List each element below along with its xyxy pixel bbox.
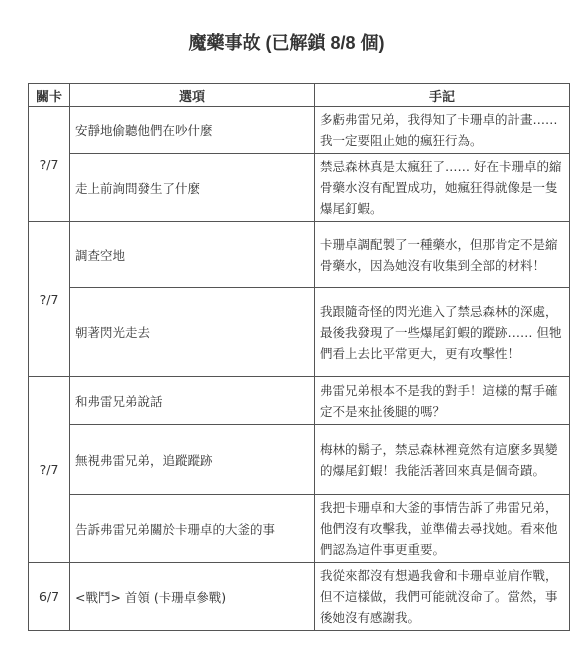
table-row [29, 107, 570, 154]
choice-cell: 安靜地偷聽他們在吵什麼 [70, 107, 315, 154]
choice-cell: <戰鬥> 首領 (卡珊卓參戰) [70, 563, 315, 631]
stage-cell: ?/7 [29, 107, 70, 222]
table-header-row [29, 84, 570, 107]
choices-table [28, 83, 570, 631]
header-stage: 關卡 [29, 84, 70, 107]
note-cell: 禁忌森林真是太瘋狂了…… 好在卡珊卓的縮骨藥水沒有配置成功，她瘋狂得就像是一隻爆尾釘蝦。 [315, 154, 570, 222]
stage-cell: ?/7 [29, 377, 70, 563]
note-cell: 梅林的鬍子，禁忌森林裡竟然有這麼多異變的爆尾釘蝦！我能活著回來真是個奇蹟。 [315, 425, 570, 495]
table-row [29, 425, 570, 495]
table-row [29, 563, 570, 631]
table-row [29, 154, 570, 222]
table-row [29, 288, 570, 377]
choice-cell: 走上前詢問發生了什麼 [70, 154, 315, 222]
stage-cell: ?/7 [29, 222, 70, 377]
header-choice: 選項 [70, 84, 315, 107]
choice-cell: 調查空地 [70, 222, 315, 288]
page-title: 魔藥事故 (已解鎖 8/8 個) [188, 33, 385, 53]
note-cell: 我跟隨奇怪的閃光進入了禁忌森林的深處，最後我發現了一些爆尾釘蝦的蹤跡…… 但牠們看上去比平常更大，更有攻擊性！ [315, 288, 570, 377]
choice-cell: 告訴弗雷兄弟關於卡珊卓的大釜的事 [70, 495, 315, 563]
table-row [29, 377, 570, 425]
note-cell: 我把卡珊卓和大釜的事情告訴了弗雷兄弟，他們沒有攻擊我，並準備去尋找她。看來他們認為這件事更重要。 [315, 495, 570, 563]
note-cell: 多虧弗雷兄弟，我得知了卡珊卓的計畫…… 我一定要阻止她的瘋狂行為。 [315, 107, 570, 154]
table-row [29, 495, 570, 563]
choice-cell: 無視弗雷兄弟，追蹤蹤跡 [70, 425, 315, 495]
note-cell: 卡珊卓調配製了一種藥水，但那肯定不是縮骨藥水，因為她沒有收集到全部的材料！ [315, 222, 570, 288]
choice-cell: 朝著閃光走去 [70, 288, 315, 377]
note-cell: 我從來都沒有想過我會和卡珊卓並肩作戰，但不這樣做，我們可能就沒命了。當然，事後她沒有感謝我。 [315, 563, 570, 631]
table-row [29, 222, 570, 288]
stage-cell: 6/7 [29, 563, 70, 631]
choice-cell: 和弗雷兄弟說話 [70, 377, 315, 425]
header-note: 手記 [315, 84, 570, 107]
note-cell: 弗雷兄弟根本不是我的對手！這樣的幫手確定不是來扯後腿的嗎？ [315, 377, 570, 425]
